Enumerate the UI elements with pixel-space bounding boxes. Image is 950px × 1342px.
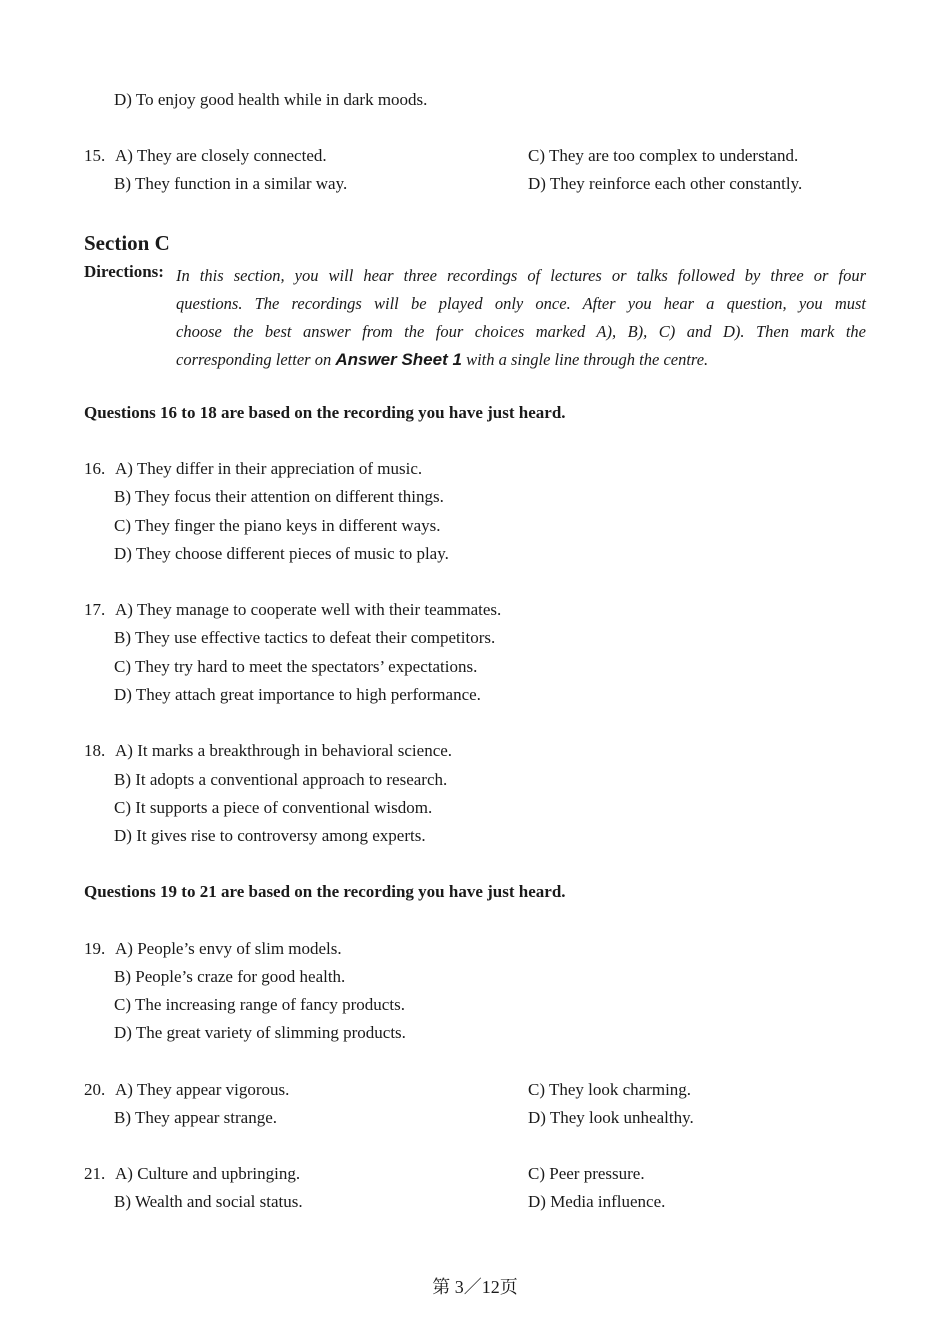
q17-option-a-row — [84, 600, 501, 620]
q20-option-a: A) They appear vigorous. — [115, 1080, 290, 1099]
q18-number: 18. — [84, 741, 106, 760]
directions-text — [176, 262, 866, 374]
q18-option-a: A) It marks a breakthrough in behavioral science. — [115, 741, 453, 760]
section-c-title: Section C — [84, 231, 170, 255]
q15-option-a: A) They are closely connected. — [115, 146, 327, 165]
directions-line-2: questions. The recordings will be played only once. After you hear a question, you must — [176, 294, 866, 313]
q16-option-d: D) They choose different pieces of music to play. — [114, 544, 449, 563]
answer-sheet-label: Answer Sheet 1 — [335, 350, 462, 369]
q15-option-b: B) They function in a similar way. — [114, 174, 348, 193]
directions-line-4-post: with a single line through the centre. — [466, 350, 709, 369]
q18-option-a-row — [84, 741, 452, 761]
q21-option-b: B) Wealth and social status. — [114, 1192, 303, 1211]
directions-line-4 — [176, 346, 866, 374]
q19-option-b: B) People’s craze for good health. — [114, 967, 346, 986]
q15-option-c: C) They are too complex to understand. — [528, 146, 799, 165]
q16-option-a: A) They differ in their appreciation of music. — [115, 459, 423, 478]
directions-line-3: choose the best answer from the four choices marked A), B), C) and D). Then mark the — [176, 322, 866, 341]
q16-option-a-row — [84, 459, 422, 479]
q20-option-b: B) They appear strange. — [114, 1108, 278, 1127]
q21-number: 21. — [84, 1164, 106, 1183]
q21-option-a: A) Culture and upbringing. — [115, 1164, 301, 1183]
q18-option-d: D) It gives rise to controversy among experts. — [114, 826, 426, 845]
q21-option-a-row — [84, 1164, 300, 1184]
q15-option-a-row — [84, 146, 327, 166]
q15-number: 15. — [84, 146, 106, 165]
q17-option-d: D) They attach great importance to high performance. — [114, 685, 481, 704]
q16-option-c: C) They finger the piano keys in different ways. — [114, 516, 441, 535]
q21-option-d: D) Media influence. — [528, 1192, 666, 1211]
group1-heading: Questions 16 to 18 are based on the recording you have just heard. — [84, 403, 566, 422]
q18-option-b: B) It adopts a conventional approach to research. — [114, 770, 448, 789]
q17-option-a: A) They manage to cooperate well with their teammates. — [115, 600, 502, 619]
q15-option-d: D) They reinforce each other constantly. — [528, 174, 803, 193]
q20-option-d: D) They look unhealthy. — [528, 1108, 694, 1127]
q19-option-a-row — [84, 939, 342, 959]
q17-option-c: C) They try hard to meet the spectators’ expectations. — [114, 657, 478, 676]
directions-label: Directions: — [84, 262, 164, 281]
q19-option-a: A) People’s envy of slim models. — [115, 939, 342, 958]
q19-number: 19. — [84, 939, 106, 958]
group2-heading: Questions 19 to 21 are based on the recording you have just heard. — [84, 882, 566, 901]
directions-line-4-pre: corresponding letter on — [176, 350, 332, 369]
directions-line-1: In this section, you will hear three recordings of lectures or talks followed by three or four — [176, 266, 866, 285]
q17-number: 17. — [84, 600, 106, 619]
q19-option-d: D) The great variety of slimming products. — [114, 1023, 406, 1042]
q18-option-c: C) It supports a piece of conventional wisdom. — [114, 798, 433, 817]
q16-number: 16. — [84, 459, 106, 478]
q20-number: 20. — [84, 1080, 106, 1099]
q20-option-a-row — [84, 1080, 289, 1100]
q14-option-d: D) To enjoy good health while in dark moods. — [114, 90, 428, 109]
q19-option-c: C) The increasing range of fancy products. — [114, 995, 405, 1014]
q20-option-c: C) They look charming. — [528, 1080, 692, 1099]
q21-option-c: C) Peer pressure. — [528, 1164, 645, 1183]
page-number: 第 3／12页 — [432, 1277, 518, 1297]
q17-option-b: B) They use effective tactics to defeat their competitors. — [114, 628, 496, 647]
q16-option-b: B) They focus their attention on different things. — [114, 487, 444, 506]
